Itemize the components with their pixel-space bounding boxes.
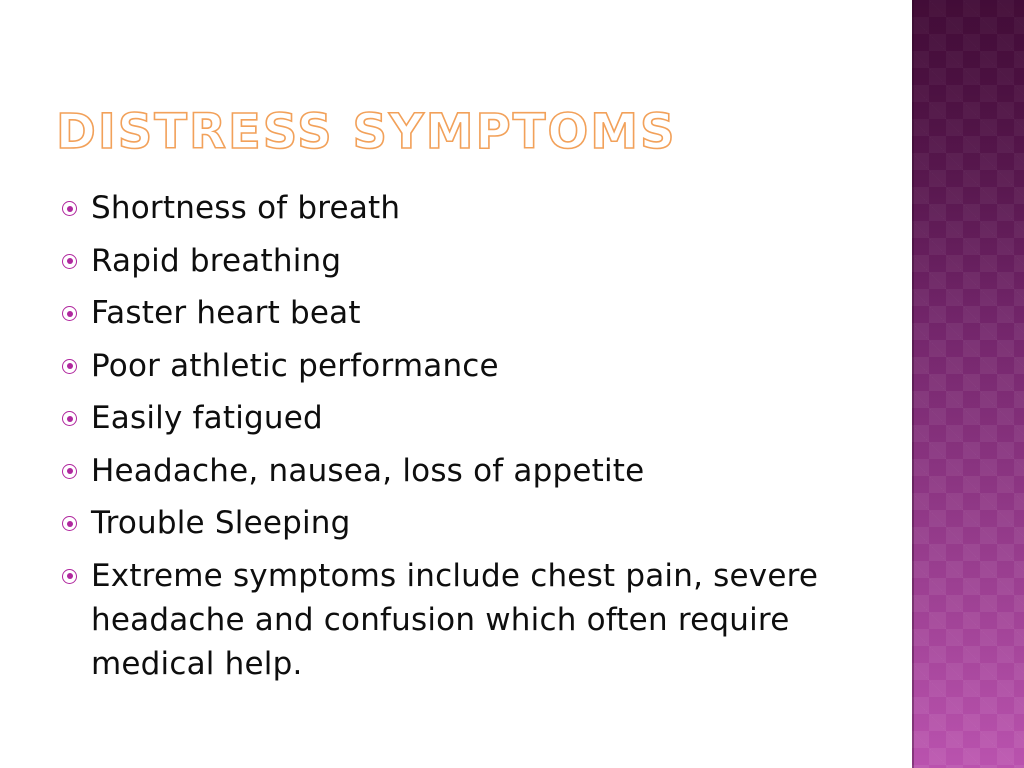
circle-dot-bullet-icon — [62, 306, 77, 321]
circle-dot-bullet-icon — [62, 254, 77, 269]
circle-dot-bullet-icon — [62, 464, 77, 479]
decorative-side-band — [912, 0, 1024, 768]
bullet-item — [62, 186, 852, 230]
bullet-item — [62, 396, 852, 440]
bullet-text: Easily fatigued — [91, 400, 323, 436]
bullet-text: Extreme symptoms include chest pain, severe headache and confusion which often require medical help. — [91, 557, 819, 682]
bullet-item — [62, 344, 852, 388]
circle-dot-bullet-icon — [62, 201, 77, 216]
bullet-item — [62, 501, 852, 545]
bullet-list — [62, 186, 852, 694]
bullet-text: Trouble Sleeping — [91, 505, 351, 541]
slide-title: DISTRESS SYMPTOMS — [56, 104, 677, 160]
circle-dot-bullet-icon — [62, 516, 77, 531]
circle-dot-bullet-icon — [62, 569, 77, 584]
side-band-edge — [912, 0, 914, 768]
circle-dot-bullet-icon — [62, 411, 77, 426]
bullet-text: Shortness of breath — [91, 190, 401, 226]
bullet-text: Headache, nausea, loss of appetite — [91, 452, 645, 489]
bullet-item — [62, 239, 852, 283]
bullet-item — [62, 554, 852, 686]
circle-dot-bullet-icon — [62, 359, 77, 374]
bullet-text: Poor athletic performance — [91, 347, 499, 384]
bullet-text: Rapid breathing — [91, 242, 342, 279]
bullet-text: Faster heart beat — [91, 295, 361, 331]
bullet-item — [62, 291, 852, 335]
bullet-item — [62, 449, 852, 493]
